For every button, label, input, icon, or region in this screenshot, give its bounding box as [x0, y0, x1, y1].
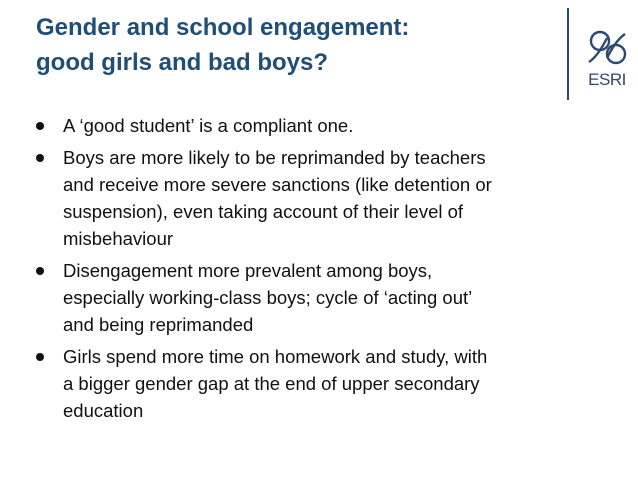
bullet-text-line: and receive more severe sanctions (like detention or [63, 174, 492, 195]
bullet-dot-icon [36, 353, 44, 361]
bullet-text-line: A ‘good student’ is a compliant one. [63, 115, 354, 136]
slide-title-line: good girls and bad boys? [36, 49, 329, 76]
slide-title [36, 10, 536, 80]
slide-title-line: Gender and school engagement: [36, 14, 410, 41]
bullet-text-line: Girls spend more time on homework and study, with [63, 346, 488, 367]
bullet-text-line: education [63, 400, 144, 421]
esri-logo [581, 28, 633, 94]
bullet-text-line: misbehaviour [63, 228, 174, 249]
bullet-item [36, 257, 606, 338]
bullet-text-line: suspension), even taking account of their level of [63, 201, 464, 222]
bullet-text-line: Boys are more likely to be reprimanded by teachers [63, 147, 486, 168]
bullet-text-line: and being reprimanded [63, 314, 254, 335]
bullet-dot-icon [36, 122, 44, 130]
bullet-item [36, 112, 606, 139]
bullet-text-line: especially working-class boys; cycle of ‘acting out’ [63, 287, 473, 308]
esri-logo-mark-icon [585, 28, 629, 68]
bullet-item [36, 144, 606, 252]
bullet-text-line: Disengagement more prevalent among boys, [63, 260, 433, 281]
bullet-text-line: a bigger gender gap at the end of upper secondary [63, 373, 480, 394]
bullet-dot-icon [36, 154, 44, 162]
bullet-item [36, 343, 606, 424]
header-divider [567, 8, 569, 100]
bullet-list [36, 112, 606, 424]
bullet-dot-icon [36, 267, 44, 275]
esri-logo-text: ESRI [588, 70, 626, 89]
